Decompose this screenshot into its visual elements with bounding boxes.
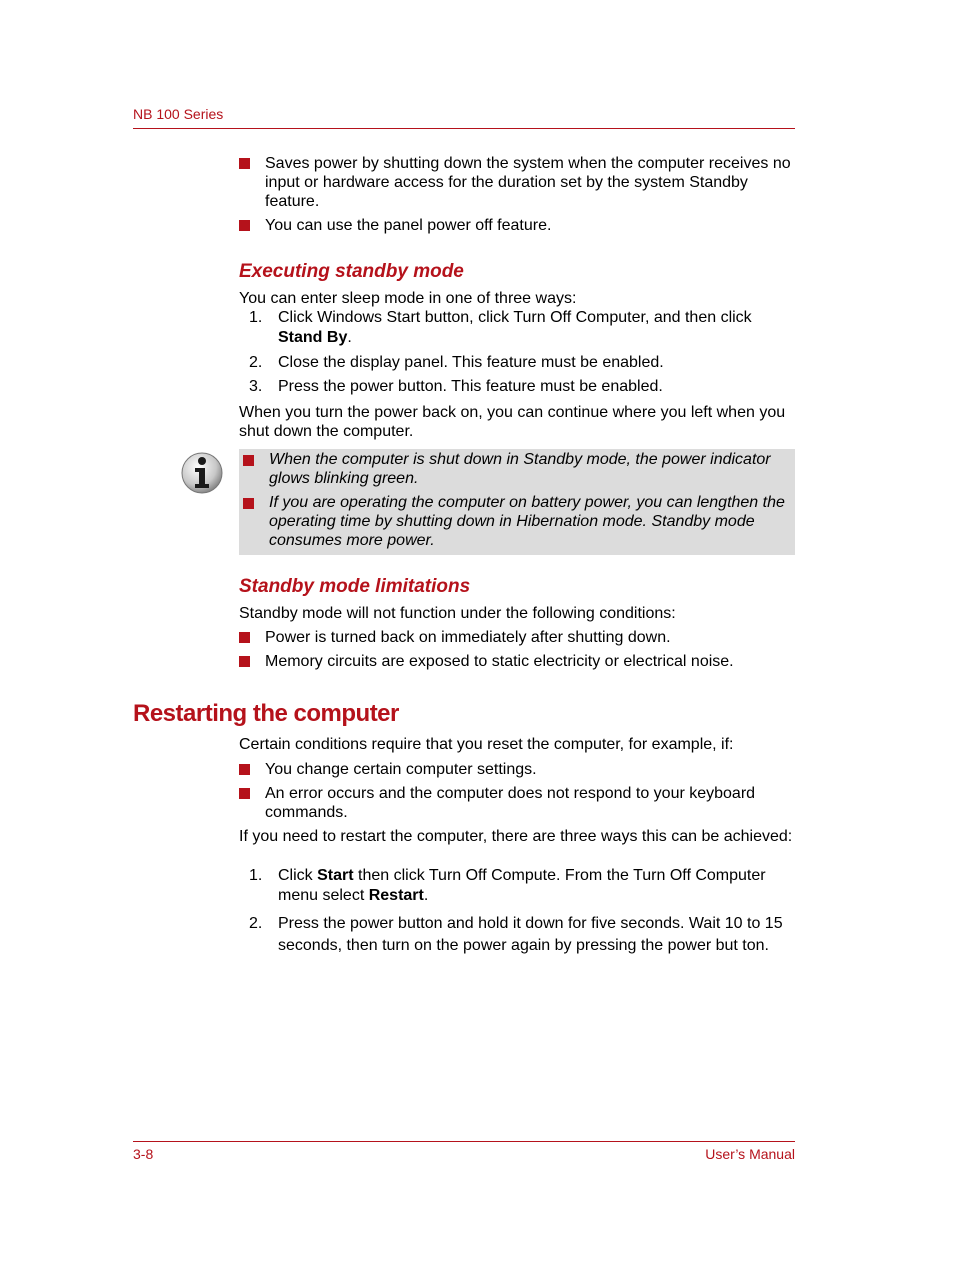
- bullet-square-icon: [239, 632, 250, 643]
- paragraph: You can enter sleep mode in one of three ways:: [239, 290, 577, 307]
- paragraph: When you turn the power back on, you can continue where you left when you shut down the computer.: [239, 404, 786, 440]
- bullet-square-icon: [243, 498, 254, 509]
- paragraph: Standby mode will not function under the following conditions:: [239, 605, 676, 622]
- bullet-square-icon: [243, 455, 254, 466]
- footer-rule: [133, 1141, 795, 1142]
- section-heading-executing: Executing standby mode: [239, 261, 464, 282]
- info-icon: [180, 451, 224, 495]
- section-title-restarting: Restarting the computer: [133, 700, 399, 727]
- paragraph: If you need to restart the computer, there are three ways this can be achieved:: [239, 828, 793, 845]
- header-rule: [133, 128, 795, 129]
- section-heading-limitations: Standby mode limitations: [239, 576, 471, 597]
- page-number: 3-8: [133, 1146, 154, 1162]
- bullet-square-icon: [239, 656, 250, 667]
- paragraph: Certain conditions require that you reset the computer, for example, if:: [239, 736, 734, 753]
- bullet-square-icon: [239, 788, 250, 799]
- bullet-square-icon: [239, 158, 250, 169]
- bullet-square-icon: [239, 220, 250, 231]
- running-footer: User’s Manual: [705, 1146, 795, 1162]
- bullet-square-icon: [239, 764, 250, 775]
- running-header: NB 100 Series: [133, 106, 224, 122]
